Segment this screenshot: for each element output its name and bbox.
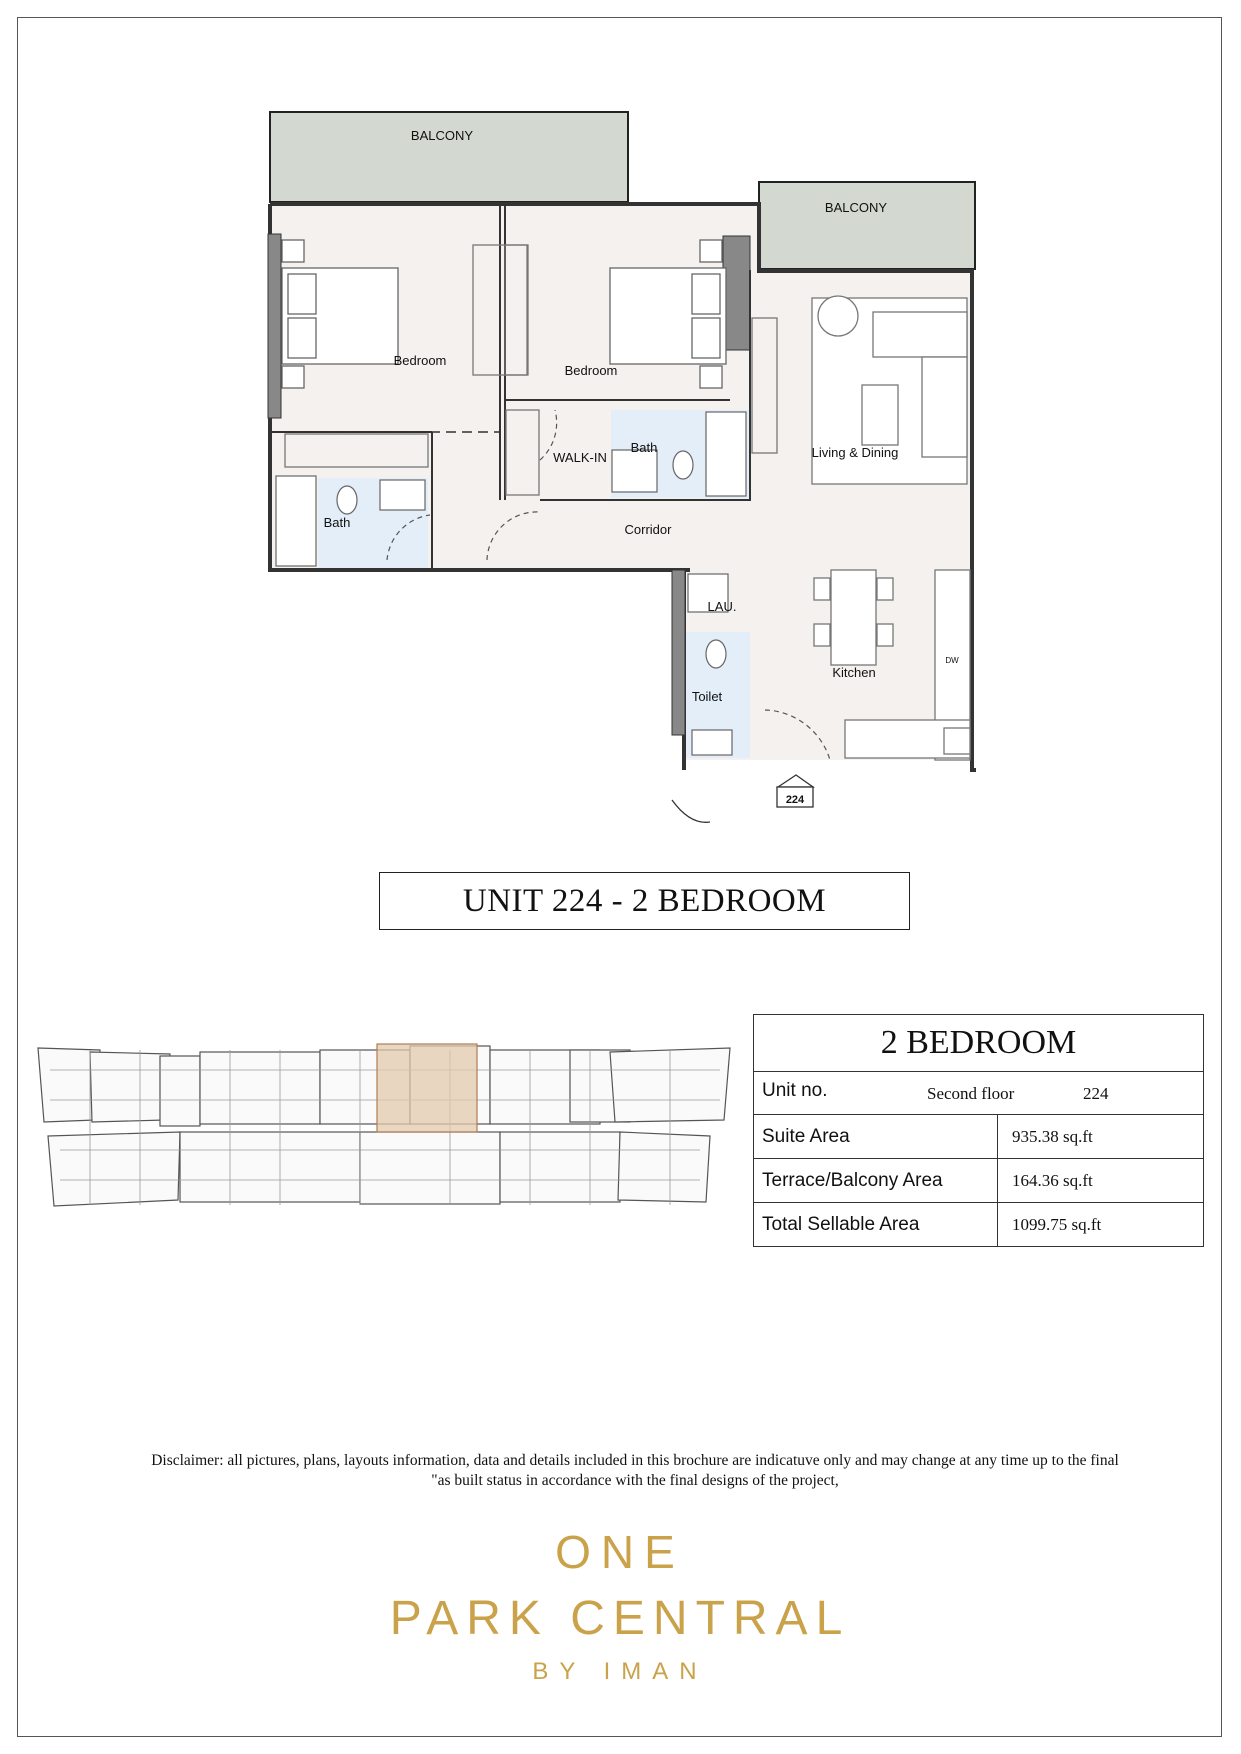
spec-label: Total Sellable Area bbox=[754, 1203, 998, 1247]
label-walk-in: WALK-IN bbox=[553, 450, 607, 465]
label-living-dining: Living & Dining bbox=[811, 445, 899, 460]
disclaimer-line-2: "as built status in accordance with the final designs of the project, bbox=[431, 1472, 839, 1489]
spec-value: 935.38 sq.ft bbox=[998, 1115, 1204, 1159]
unit-specs-table bbox=[753, 1014, 1204, 1247]
logo-line-2: PARK CENTRAL bbox=[389, 1592, 851, 1645]
unit-number-value: 224 bbox=[1083, 1084, 1109, 1103]
logo-line-3: BY IMAN bbox=[532, 1658, 708, 1685]
spec-value: 1099.75 sq.ft bbox=[998, 1203, 1204, 1247]
label-bedroom-1: Bedroom bbox=[393, 353, 447, 368]
unit-no-label: Unit no. bbox=[762, 1080, 828, 1101]
unit-floor-plan bbox=[0, 0, 1241, 860]
unit-number-row bbox=[754, 1072, 1204, 1115]
label-dw: DW bbox=[945, 656, 959, 665]
brand-logo bbox=[340, 1525, 900, 1686]
logo-line-1: ONE bbox=[555, 1526, 685, 1578]
floor-value: Second floor bbox=[927, 1084, 1015, 1103]
disclaimer bbox=[70, 1451, 1200, 1491]
specs-heading: 2 BEDROOM bbox=[754, 1015, 1204, 1072]
label-bath-2: Bath bbox=[323, 515, 351, 530]
label-bath-1: Bath bbox=[630, 440, 658, 455]
label-balcony-left: BALCONY bbox=[410, 128, 474, 143]
spec-label: Suite Area bbox=[754, 1115, 998, 1159]
label-laundry: LAU. bbox=[707, 599, 737, 614]
spec-row bbox=[754, 1203, 1204, 1247]
label-bedroom-2: Bedroom bbox=[564, 363, 618, 378]
spec-value: 164.36 sq.ft bbox=[998, 1159, 1204, 1203]
balcony-right bbox=[759, 182, 975, 269]
label-balcony-right: BALCONY bbox=[824, 200, 888, 215]
spec-label: Terrace/Balcony Area bbox=[754, 1159, 998, 1203]
label-kitchen: Kitchen bbox=[832, 665, 876, 680]
spec-row bbox=[754, 1159, 1204, 1203]
floor-key-plan bbox=[30, 1040, 740, 1220]
label-entry-tag: 224 bbox=[785, 794, 805, 806]
unit-title: UNIT 224 - 2 BEDROOM bbox=[379, 872, 910, 930]
disclaimer-line-1: Disclaimer: all pictures, plans, layouts information, data and details included in this brochure are indicatuve only and may change at any time up to the final bbox=[151, 1452, 1119, 1469]
label-toilet: Toilet bbox=[691, 689, 723, 704]
highlighted-unit bbox=[377, 1044, 477, 1132]
label-corridor: Corridor bbox=[624, 522, 672, 537]
balcony-left bbox=[270, 112, 628, 202]
spec-row bbox=[754, 1115, 1204, 1159]
